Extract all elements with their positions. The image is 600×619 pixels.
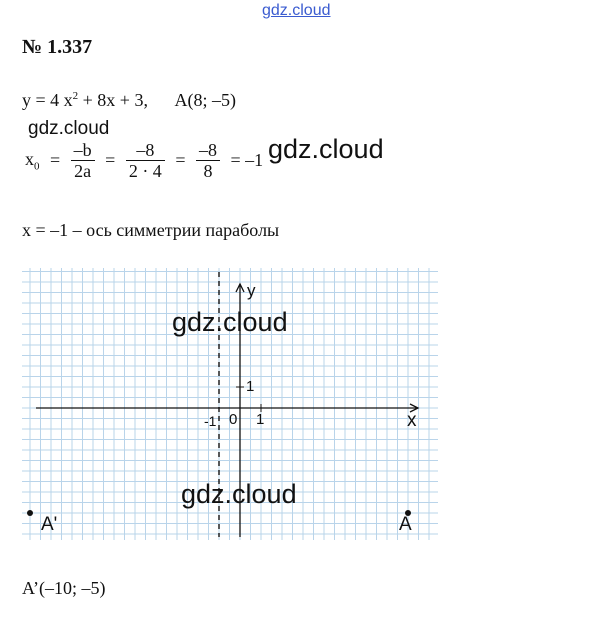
x0-label: x	[25, 148, 34, 169]
fraction-1: $\frac{-b}{2a}$	[71, 140, 95, 181]
watermark-text: gdz.cloud	[268, 134, 384, 164]
point-a-label: A	[399, 514, 412, 535]
site-watermark-link[interactable]: gdz.cloud	[262, 2, 331, 19]
equals-sign: =	[175, 150, 186, 170]
fraction-2: $\frac{-8}{2 \cdot 4}$	[126, 140, 165, 181]
fraction-3: $\frac{-8}{8}$	[196, 140, 220, 181]
symmetry-statement: x = –1 – ось симметрии параболы	[22, 220, 280, 240]
watermark-text: gdz.cloud	[181, 479, 297, 509]
point-a-prime-dot	[27, 510, 33, 516]
vertex-result: = –1	[230, 150, 264, 170]
equation-power: 2	[72, 90, 79, 102]
origin-label: 0	[229, 411, 238, 428]
answer: A’(–10; –5)	[22, 578, 106, 598]
point-a: A(8; –5)	[174, 90, 236, 110]
x-axis-label: x	[407, 410, 417, 431]
equation-rest: + 8x + 3,	[78, 90, 148, 110]
minus-one-label: -1	[204, 413, 217, 429]
equals-sign: =	[50, 150, 61, 170]
problem-number: № 1.337	[22, 36, 93, 58]
watermark-text: gdz.cloud	[172, 307, 288, 337]
x-unit-label: 1	[256, 411, 265, 428]
x0-sub: 0	[34, 160, 40, 173]
equation: y = 4 x	[22, 90, 73, 110]
y-axis-label: y	[247, 281, 256, 300]
point-a-prime-label: A'	[41, 514, 58, 535]
watermark-text: gdz.cloud	[28, 118, 110, 139]
y-unit-label: 1	[246, 378, 255, 395]
equals-sign: =	[105, 150, 116, 170]
